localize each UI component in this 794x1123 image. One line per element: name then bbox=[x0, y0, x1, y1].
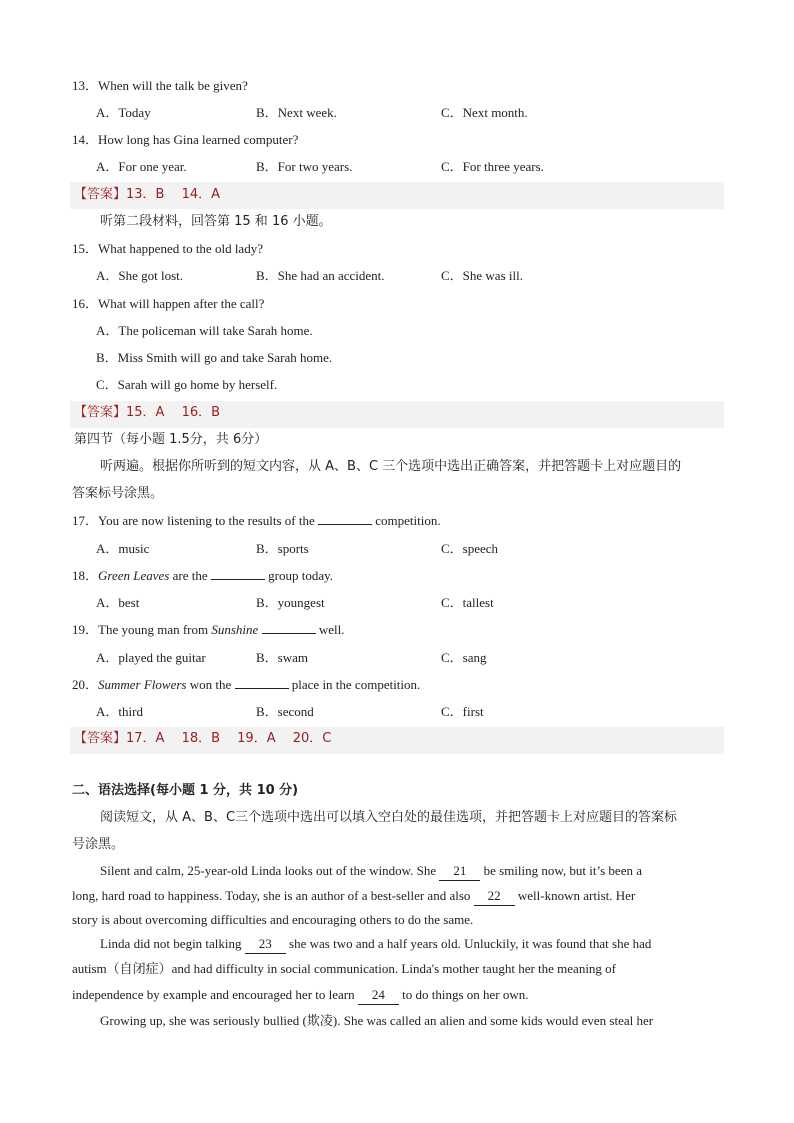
answer-blank bbox=[211, 567, 265, 580]
q18-option-b: B．youngest bbox=[256, 595, 325, 610]
answer-2: 【答案】15．A 16．B bbox=[74, 405, 221, 420]
passage-text: long, hard road to happiness. Today, she is an author of a best-seller and also bbox=[72, 888, 474, 903]
q14-option-b: B．For two years. bbox=[256, 159, 353, 174]
blank-24: 24 bbox=[358, 986, 399, 1005]
passage-text: to do things on her own. bbox=[398, 987, 529, 1002]
passage-text: well-known artist. Her bbox=[514, 888, 636, 903]
part-2-title: 二、语法选择(每小题 1 分，共 10 分) bbox=[72, 783, 299, 798]
blank-21: 21 bbox=[439, 862, 480, 881]
question-18 bbox=[72, 567, 333, 585]
part-2-instruction-line-2: 号涂黑。 bbox=[72, 837, 125, 852]
q17-option-a: A．music bbox=[96, 541, 150, 556]
q20-text-end: place in the competition. bbox=[288, 677, 421, 692]
q20-option-a: A．third bbox=[96, 704, 143, 719]
section-4-title: 第四节（每小题 1.5分，共 6分） bbox=[74, 432, 268, 447]
q14-option-c: C．For three years. bbox=[441, 159, 544, 174]
q15-option-a: A．She got lost. bbox=[96, 268, 184, 283]
q16-option-b: B．Miss Smith will go and take Sarah home. bbox=[96, 350, 333, 365]
passage-line-4 bbox=[100, 935, 651, 954]
q19-option-c: C．sang bbox=[441, 650, 487, 665]
passage-text: Linda did not begin talking bbox=[100, 936, 245, 951]
question-15: 15．What happened to the old lady? bbox=[72, 241, 263, 256]
q20-option-b: B．second bbox=[256, 704, 314, 719]
answer-blank bbox=[318, 512, 372, 525]
q18-group-name: Green Leaves bbox=[98, 568, 170, 583]
q18-option-a: A．best bbox=[96, 595, 140, 610]
question-14: 14．How long has Gina learned computer? bbox=[72, 132, 299, 147]
passage-text: she was two and a half years old. Unluckily, it was found that she had bbox=[285, 936, 652, 951]
q19-option-b: B．swam bbox=[256, 650, 309, 665]
q20-number: 20． bbox=[72, 677, 99, 692]
q19-group-name: Sunshine bbox=[211, 622, 259, 637]
passage-line-6 bbox=[72, 986, 529, 1005]
question-17 bbox=[72, 512, 441, 530]
q13-option-c: C．Next month. bbox=[441, 105, 528, 120]
passage-line-1 bbox=[100, 862, 642, 881]
passage-line-3: story is about overcoming difficulties and encouraging others to do the same. bbox=[72, 912, 474, 927]
section-2-intro: 听第二段材料，回答第 15 和 16 小题。 bbox=[100, 214, 332, 229]
answer-1: 【答案】13．B 14．A bbox=[74, 187, 221, 202]
q18-number: 18． bbox=[72, 568, 99, 583]
q20-option-c: C．first bbox=[441, 704, 484, 719]
q15-option-c: C．She was ill. bbox=[441, 268, 523, 283]
question-13: 13．When will the talk be given? bbox=[72, 78, 248, 93]
q18-text-mid: are the bbox=[169, 568, 211, 583]
passage-text: Silent and calm, 25-year-old Linda looks out of the window. She bbox=[100, 863, 440, 878]
q14-option-a: A．For one year. bbox=[96, 159, 187, 174]
question-16: 16．What will happen after the call? bbox=[72, 296, 265, 311]
question-19 bbox=[72, 621, 344, 639]
q13-option-b: B．Next week. bbox=[256, 105, 337, 120]
q17-option-b: B．sports bbox=[256, 541, 309, 556]
q16-option-a: A．The policeman will take Sarah home. bbox=[96, 323, 313, 338]
passage-text: independence by example and encouraged her to learn bbox=[72, 987, 358, 1002]
q15-option-b: B．She had an accident. bbox=[256, 268, 385, 283]
answer-3: 【答案】17．A 18．B 19．A 20．C bbox=[74, 731, 332, 746]
passage-text: be smiling now, but it’s been a bbox=[480, 863, 642, 878]
q20-text-mid: won the bbox=[186, 677, 235, 692]
q17-text-end: competition. bbox=[372, 513, 441, 528]
q16-option-c: C．Sarah will go home by herself. bbox=[96, 377, 278, 392]
passage-line-7: Growing up, she was seriously bullied (欺凌). She was called an alien and some kids would even steal her bbox=[100, 1013, 654, 1028]
q17-text-start: 17．You are now listening to the results of the bbox=[72, 513, 319, 528]
blank-22: 22 bbox=[474, 887, 515, 906]
answer-blank bbox=[235, 676, 289, 689]
q18-option-c: C．tallest bbox=[441, 595, 494, 610]
q18-text-end: group today. bbox=[264, 568, 334, 583]
section-4-instruction-line-1: 听两遍。根据你所听到的短文内容，从 A、B、C 三个选项中选出正确答案，并把答题卡上对应题目的 bbox=[100, 459, 682, 474]
answer-blank bbox=[262, 621, 316, 634]
question-20 bbox=[72, 676, 420, 694]
q20-group-name: Summer Flowers bbox=[98, 677, 187, 692]
passage-line-5: autism（自闭症）and had difficulty in social communication. Linda's mother taught her the meaning of bbox=[72, 961, 617, 976]
q13-option-a: A．Today bbox=[96, 105, 151, 120]
q19-text-start: 19．The young man from bbox=[72, 622, 212, 637]
passage-line-2 bbox=[72, 887, 635, 906]
q19-text-end: well. bbox=[315, 622, 345, 637]
q19-option-a: A．played the guitar bbox=[96, 650, 206, 665]
section-4-instruction-line-2: 答案标号涂黑。 bbox=[72, 486, 164, 501]
blank-23: 23 bbox=[245, 935, 286, 954]
part-2-instruction-line-1: 阅读短文，从 A、B、C三个选项中选出可以填入空白处的最佳选项，并把答题卡上对应题目的答案标 bbox=[100, 810, 678, 825]
q17-option-c: C．speech bbox=[441, 541, 499, 556]
